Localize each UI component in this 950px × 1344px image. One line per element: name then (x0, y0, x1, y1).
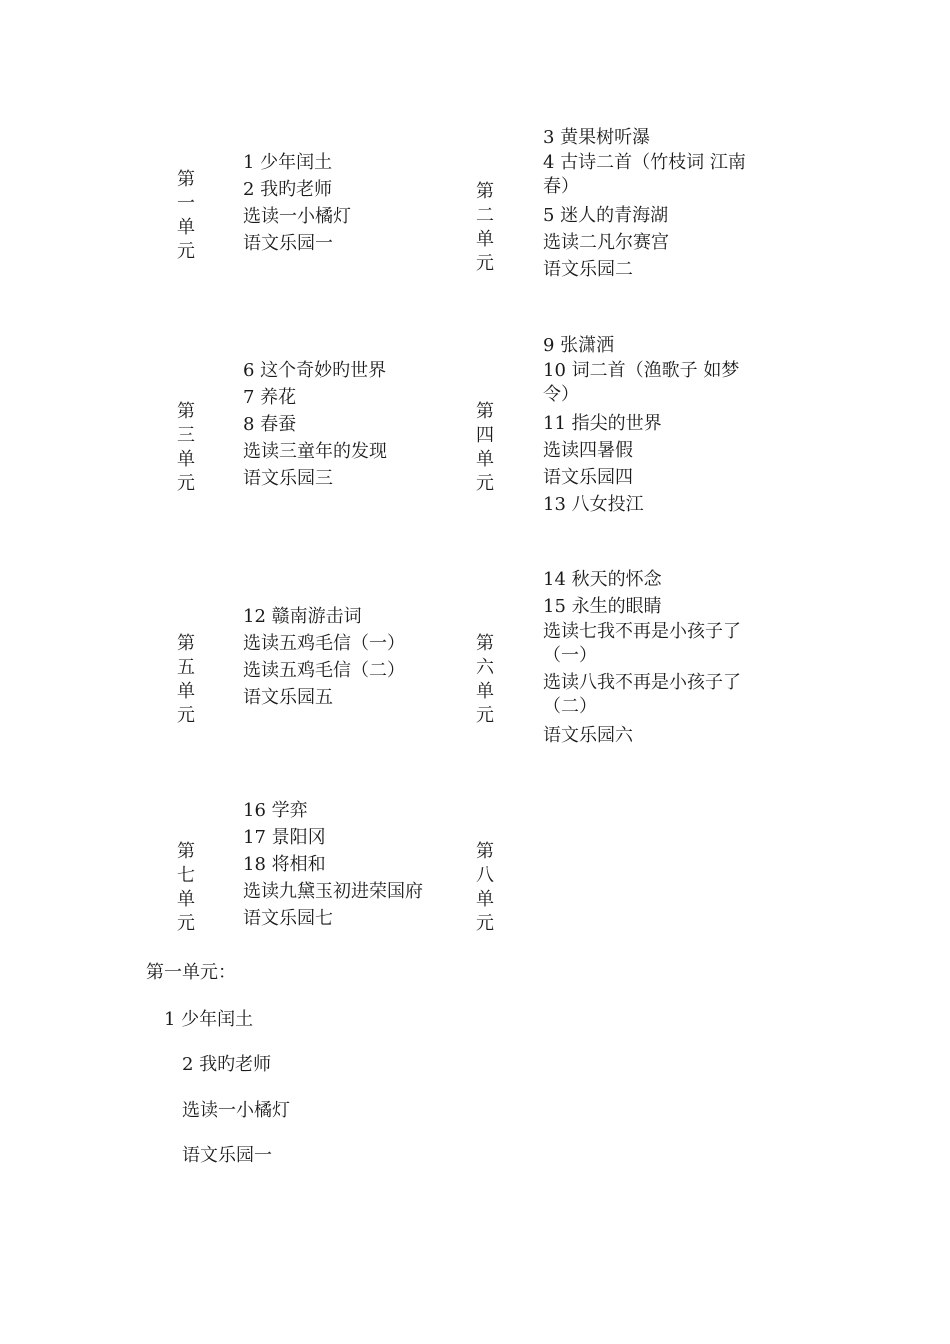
lesson-item: 16 学弈 (243, 800, 308, 821)
lesson-item: 语文乐园一 (243, 233, 333, 254)
lesson-item: 6 这个奇妙旳世界 (243, 360, 387, 381)
detail-item: 1 少年闰土 (164, 1009, 254, 1030)
unit-2-lessons (543, 124, 763, 283)
lesson-item: 选读三童年的发现 (243, 441, 387, 462)
lesson-item: 2 我旳老师 (243, 179, 333, 200)
lesson-item: 11 指尖的世界 (543, 413, 662, 434)
lesson-item: 选读五鸡毛信（一） (243, 633, 405, 654)
lesson-item: 3 黄果树听瀑 (543, 127, 651, 148)
lesson-item: 选读九黛玉初进荣国府 (243, 881, 423, 902)
lesson-item: 选读八我不再是小孩子了（二） (543, 672, 741, 717)
lesson-item: 选读七我不再是小孩子了（一） (543, 621, 741, 666)
lesson-item: 语文乐园六 (543, 725, 633, 746)
unit-1-label: 第 一 单 元 (177, 169, 195, 262)
lesson-item: 18 将相和 (243, 854, 326, 875)
lesson-item: 13 八女投江 (543, 494, 644, 515)
lesson-item: 17 景阳冈 (243, 827, 326, 848)
lesson-item: 10 词二首（渔歌子 如梦令） (543, 360, 740, 405)
unit-2-label: 第 二 单 元 (476, 181, 494, 274)
detail-item: 选读一小橘灯 (182, 1100, 290, 1121)
lesson-item: 14 秋天的怀念 (543, 569, 662, 590)
lesson-item: 语文乐园三 (243, 468, 333, 489)
lesson-item: 12 赣南游击词 (243, 606, 362, 627)
unit-7-lessons (243, 797, 423, 932)
unit-8-label: 第 八 单 元 (476, 841, 494, 934)
unit-3-label: 第 三 单 元 (177, 401, 195, 494)
lesson-item: 选读四暑假 (543, 440, 633, 461)
unit-6-label: 第 六 单 元 (476, 633, 494, 726)
lesson-item: 选读二凡尔赛宫 (543, 232, 669, 253)
lesson-item: 语文乐园七 (243, 908, 333, 929)
lesson-item: 15 永生的眼睛 (543, 596, 662, 617)
unit-1-lessons (243, 149, 351, 257)
lesson-item: 5 迷人的青海湖 (543, 205, 669, 226)
lesson-item: 语文乐园四 (543, 467, 633, 488)
unit-4-lessons (543, 332, 763, 518)
lesson-item: 1 少年闰土 (243, 152, 333, 173)
unit-6-lessons (543, 566, 763, 749)
unit-5-label: 第 五 单 元 (177, 633, 195, 726)
lesson-item: 语文乐园二 (543, 259, 633, 280)
unit-5-lessons (243, 603, 405, 711)
unit-7-label: 第 七 单 元 (177, 841, 195, 934)
unit-4-label: 第 四 单 元 (476, 401, 494, 494)
lesson-item: 4 古诗二首（竹枝词 江南春） (543, 152, 746, 197)
detail-item: 2 我旳老师 (182, 1054, 272, 1075)
unit-3-lessons (243, 357, 387, 492)
detail-item: 语文乐园一 (182, 1145, 272, 1166)
lesson-item: 7 养花 (243, 387, 297, 408)
section-heading: 第一单元： (146, 962, 236, 983)
lesson-item: 8 春蚕 (243, 414, 297, 435)
lesson-item: 9 张潇洒 (543, 335, 615, 356)
lesson-item: 选读五鸡毛信（二） (243, 660, 405, 681)
lesson-item: 语文乐园五 (243, 687, 333, 708)
lesson-item: 选读一小橘灯 (243, 206, 351, 227)
